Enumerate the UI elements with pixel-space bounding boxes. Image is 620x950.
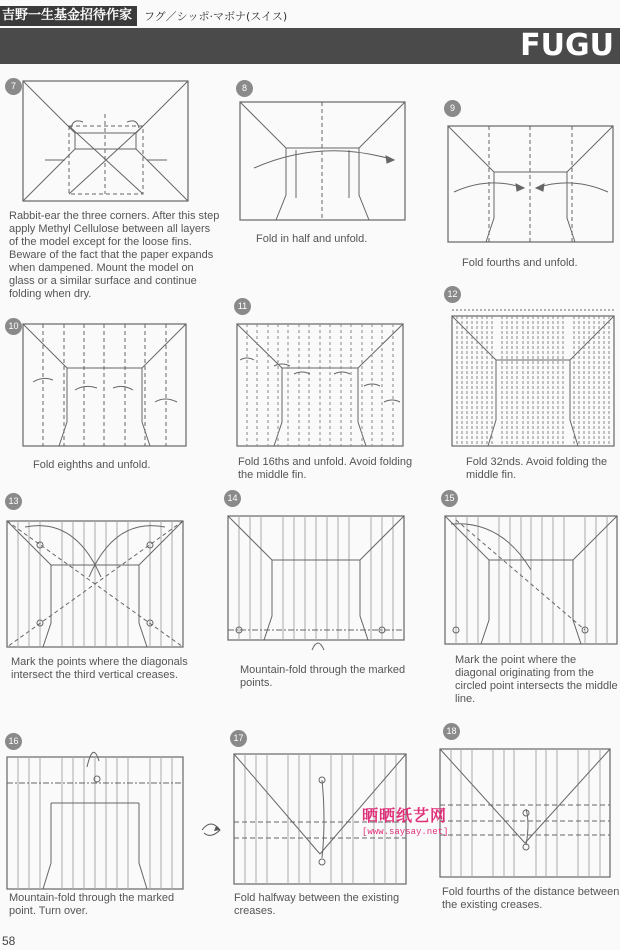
step-13 <box>5 493 205 683</box>
watermark <box>362 803 448 837</box>
turn-over-icon <box>198 820 224 838</box>
step-number: 18 <box>443 723 460 740</box>
step-16 <box>5 733 200 923</box>
step-number: 16 <box>5 733 22 750</box>
watermark-url: [www.saysay.net] <box>362 827 449 837</box>
page-number: 58 <box>2 934 16 948</box>
step-caption: Mountain-fold through the marked point. Turn over. <box>9 892 175 917</box>
step-11 <box>234 298 420 483</box>
japanese-subtitle: フグ／シッポ·マボナ(スイス) <box>144 10 288 23</box>
step-caption: Mountain-fold through the marked points. <box>240 664 406 689</box>
page-header <box>0 0 620 64</box>
step-number: 11 <box>234 298 251 315</box>
step-16-diagram <box>5 733 200 893</box>
step-12-diagram <box>444 286 620 451</box>
step-number: 17 <box>230 730 247 747</box>
step-15 <box>441 490 620 705</box>
step-number: 15 <box>441 490 458 507</box>
watermark-name: 晒晒纸艺网 <box>362 806 448 825</box>
step-number: 14 <box>224 490 241 507</box>
step-number: 8 <box>236 80 253 97</box>
step-11-diagram <box>234 298 420 453</box>
step-caption: Fold 32nds. Avoid folding the middle fin. <box>466 456 608 481</box>
step-10 <box>5 318 205 478</box>
series-label: 吉野一生基金招待作家 <box>0 6 137 26</box>
step-number: 7 <box>5 78 22 95</box>
step-15-diagram <box>441 490 620 650</box>
step-caption: Fold 16ths and unfold. Avoid folding the middle fin. <box>238 456 413 481</box>
step-9-diagram <box>444 100 620 245</box>
step-10-diagram <box>5 318 205 453</box>
step-7 <box>5 78 220 308</box>
step-caption: Fold fourths of the distance between the existing creases. <box>442 886 620 911</box>
step-caption: Fold halfway between the existing creases. <box>234 892 400 917</box>
step-7-diagram <box>5 78 220 208</box>
page-title: FUGU <box>520 28 614 63</box>
step-18-diagram <box>436 723 620 883</box>
step-8-diagram <box>236 80 416 225</box>
step-number: 9 <box>444 100 461 117</box>
step-12 <box>444 286 620 486</box>
step-caption: Fold eighths and unfold. <box>33 459 151 471</box>
title-bar <box>0 28 620 64</box>
step-8 <box>236 80 416 250</box>
step-14 <box>224 490 414 690</box>
step-caption: Mark the points where the diagonals intersect the third vertical creases. <box>11 656 188 681</box>
step-number: 10 <box>5 318 22 335</box>
step-number: 12 <box>444 286 461 303</box>
step-caption: Mark the point where the diagonal originating from the circled point intersects the middle line. <box>455 654 618 705</box>
step-18 <box>436 723 620 923</box>
step-number: 13 <box>5 493 22 510</box>
step-13-diagram <box>5 493 205 653</box>
step-9 <box>444 100 620 275</box>
step-caption: Fold fourths and unfold. <box>462 257 578 269</box>
step-14-diagram <box>224 490 414 645</box>
step-caption: Rabbit-ear the three corners. After this step apply Methyl Cellulose between all layers of the model except for the loose fins. Beware of the fact that the paper expands when dampened. Mount the model on glass or a similar surface and continue folding when dry. <box>9 210 220 300</box>
step-caption: Fold in half and unfold. <box>256 233 368 245</box>
